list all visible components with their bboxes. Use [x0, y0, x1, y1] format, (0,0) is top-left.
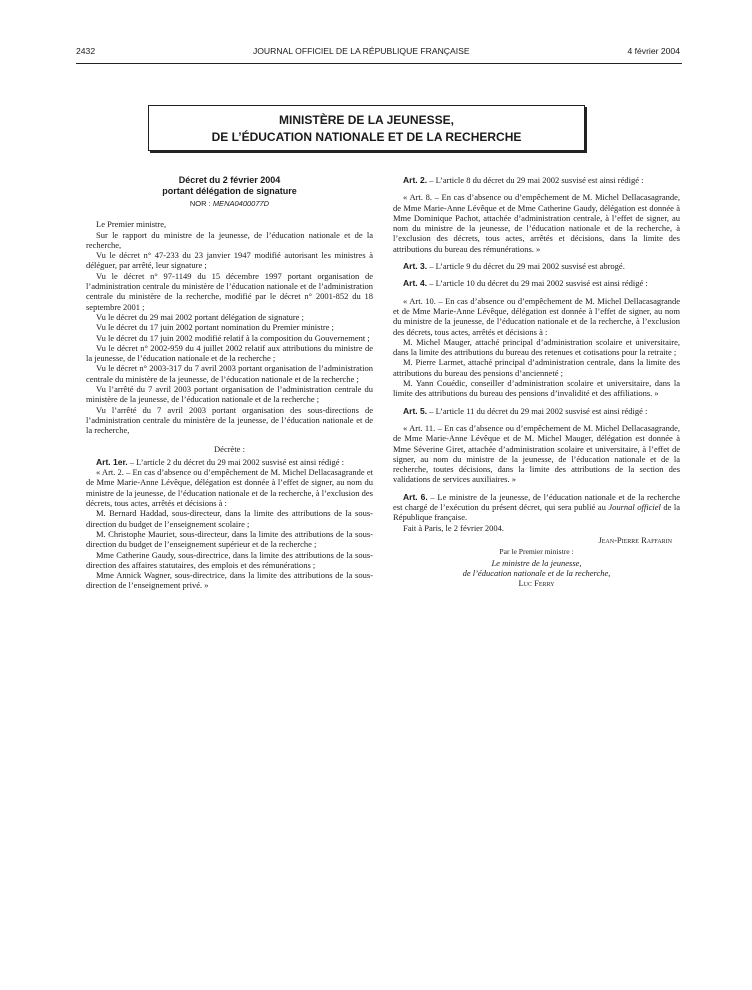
nor-reference	[86, 199, 373, 209]
article-4-text: – L’article 10 du décret du 29 mai 2002 susvisé est ainsi rédigé :	[427, 278, 648, 289]
quoted-article-2: « Art. 2. – En cas d’absence ou d’empêchement de M. Michel Dellacasagrande et de Mme Marie-Anne Lévêque, délégation est donnée à l’effet de signer, au nom du ministre de la jeunesse, de l’éducation nationale et de la recherche, à l’exclusion des décrets, tous actes, arrêtés et décisions à :	[86, 467, 373, 509]
article-5	[393, 406, 680, 416]
right-column	[393, 175, 680, 588]
delegate-paragraph: M. Yann Couédic, conseiller d’administration scolaire et universitaire, dans la limite des attributions du bureau des pensions d’invalidité et des affiliations. »	[393, 378, 680, 399]
article-6-text-a: – Le ministre de la jeunesse, de l’éducation nationale et de la recherche est chargé de l’exécution du présent décret, qui sera publié au	[393, 491, 681, 513]
article-3-text: – L’article 9 du décret du 29 mai 2002 susvisé est abrogé.	[427, 261, 625, 272]
visa-paragraph: Vu le décret du 29 mai 2002 portant délégation de signature ;	[96, 311, 304, 322]
article-5-label: Art. 5.	[403, 405, 428, 416]
decree-title-line2: portant délégation de signature	[162, 186, 297, 196]
decree-title-line1: Décret du 2 février 2004	[178, 175, 281, 185]
article-5-text: – L’article 11 du décret du 29 mai 2002 susvisé est ainsi rédigé :	[427, 405, 648, 416]
article-1	[86, 457, 373, 467]
quoted-article-10: « Art. 10. – En cas d’absence ou d’empêchement de M. Michel Dellacasagrande et de Mme Marie-Anne Lévêque, délégation est donnée à l’effet de signer, au nom du ministre de la jeunesse, de l’éducation nationale et de la recherche, à l’exclusion des décrets, tous actes, arrêtés et décisions à :	[393, 295, 680, 337]
nor-label: NOR :	[189, 199, 211, 208]
preamble-paragraph: Sur le rapport du ministre de la jeunesse, de l’éducation nationale et de la recherche,	[86, 229, 373, 250]
visa-paragraph: Vu le décret n° 2003-317 du 7 avril 2003 portant organisation de l’administration centrale du ministère de la jeunesse, de l’éducation nationale et de la recherche ;	[86, 363, 373, 384]
minister-name: Luc Ferry	[518, 578, 555, 589]
minister-title-line2: de l’éducation nationale et de la recherche,	[462, 567, 611, 578]
article-6-label: Art. 6.	[403, 491, 428, 502]
visa-paragraph: Vu le décret n° 47-233 du 23 janvier 1947 modifié autorisant les ministres à déléguer, par arrêté, leur signature ;	[86, 250, 373, 271]
delegate-paragraph: Mme Catherine Gaudy, sous-directrice, dans la limite des attributions de la sous-direction des affaires statutaires, des emplois et des rémunérations ;	[86, 549, 373, 570]
minister-title-line1: Le ministre de la jeunesse,	[491, 557, 582, 568]
nor-code: MENA0400077D	[212, 199, 270, 208]
visa-paragraph: Vu le décret du 17 juin 2002 portant nomination du Premier ministre ;	[96, 322, 334, 333]
page-number: 2432	[76, 46, 96, 56]
by-prime-minister: Par le Premier ministre :	[499, 547, 574, 557]
article-1-text: – L’article 2 du décret du 29 mai 2002 susvisé est ainsi rédigé :	[127, 456, 345, 467]
preamble-paragraph: Le Premier ministre,	[96, 219, 167, 230]
article-2-label: Art. 2.	[403, 175, 428, 185]
running-header	[76, 46, 680, 56]
delegate-paragraph: M. Michel Mauger, attaché principal d’administration scolaire et universitaire, dans la limite des attributions du bureau des retenues et cotisations pour la retraite ;	[393, 336, 680, 358]
issue-date: 4 février 2004	[627, 46, 680, 56]
journal-title: JOURNAL OFFICIEL DE LA RÉPUBLIQUE FRANÇAISE	[252, 46, 470, 56]
article-6-text-journal: Journal officiel	[608, 502, 661, 513]
article-6-text-b: de la République française.	[393, 502, 680, 523]
done-at: Fait à Paris, le 2 février 2004.	[403, 522, 505, 533]
visa-paragraph: Vu le décret n° 97-1149 du 15 décembre 1997 portant organisation de l’administration centrale du ministère de l’éducation nationale et de l’administration centrale du ministère de la recherche, modifié par le décret n° 2001-852 du 18 septembre 2001 ;	[86, 270, 373, 312]
visa-paragraph: Vu le décret du 17 juin 2002 modifié relatif à la composition du Gouvernement ;	[96, 332, 370, 343]
article-4-label: Art. 4.	[403, 278, 428, 289]
header-rule	[76, 63, 682, 64]
signatory-name: Jean-Pierre Raffarin	[598, 534, 672, 545]
visa-paragraph: Vu le décret n° 2002-959 du 4 juillet 2002 relatif aux attributions du ministre de la jeunesse, de l’éducation nationale et de la recherche ;	[86, 342, 373, 364]
quoted-article-11: « Art. 11. – En cas d’absence ou d’empêchement de M. Michel Dellacasagrande, de Mme Marie-Anne Lévêque et de M. Michel Mauger, délégation est donnée à Mme Séverine Giret, attachée d’administration scolaire et universitaire, à l’effet de signer, au nom du ministre de la jeunesse, de l’éducation nationale et de la recherche, toutes décisions, dans la limite des attributions de la section des validations de services auxiliaires. »	[393, 422, 680, 485]
delegate-paragraph: M. Bernard Haddad, sous-directeur, dans la limite des attributions de la sous-direction du budget de l’enseignement scolaire ;	[86, 508, 373, 529]
article-3-label: Art. 3.	[403, 261, 428, 272]
visa-paragraph: Vu l’arrêté du 7 avril 2003 portant organisation de l’administration centrale du ministère de la jeunesse, de l’éducation nationale et de la recherche ;	[86, 384, 373, 405]
article-2	[393, 175, 680, 185]
decrete-heading: Décrète :	[214, 443, 245, 454]
article-3	[393, 261, 680, 271]
ministry-heading-line2: DE L’ÉDUCATION NATIONALE ET DE LA RECHERCHE	[211, 130, 522, 144]
article-2-text: – L’article 8 du décret du 29 mai 2002 susvisé est ainsi rédigé :	[427, 175, 644, 185]
delegate-paragraph: M. Christophe Mauriet, sous-directeur, dans la limite des attributions de la sous-direction du budget de l’enseignement supérieur et de la recherche ;	[86, 528, 373, 550]
quoted-article-8: « Art. 8. – En cas d’absence ou d’empêchement de M. Michel Dellacasagrande, de Mme Marie-Anne Lévêque et de Mme Catherine Gaudy, délégation est donnée à Mme Dominique Pachot, attachée d’administration centrale, à l’effet de signer, au nom du ministre de la jeunesse, de l’éducation nationale et de la recherche, à l’exclusion des décrets, tous actes, arrêtés et décisions, dans la limite des attributions du bureau des rémunérations. »	[393, 192, 680, 254]
decree-title	[86, 175, 373, 197]
delegate-paragraph: M. Pierre Larmet, attaché principal d’administration centrale, dans la limite des attributions du bureau des pensions d’ancienneté ;	[393, 357, 680, 378]
article-6	[393, 492, 680, 523]
visa-paragraph: Vu l’arrêté du 7 avril 2003 portant organisation des sous-directions de l’administration centrale du ministère de la jeunesse, de l’éducation nationale et de la recherche,	[86, 404, 373, 436]
article-4	[393, 278, 680, 288]
ministry-heading-box	[148, 105, 585, 151]
ministry-heading-line1: MINISTÈRE DE LA JEUNESSE,	[279, 113, 454, 127]
left-column	[86, 175, 373, 591]
delegate-paragraph: Mme Annick Wagner, sous-directrice, dans la limite des attributions de la sous-direction de l’enseignement privé. »	[86, 570, 373, 591]
article-1-label: Art. 1er.	[96, 456, 128, 467]
